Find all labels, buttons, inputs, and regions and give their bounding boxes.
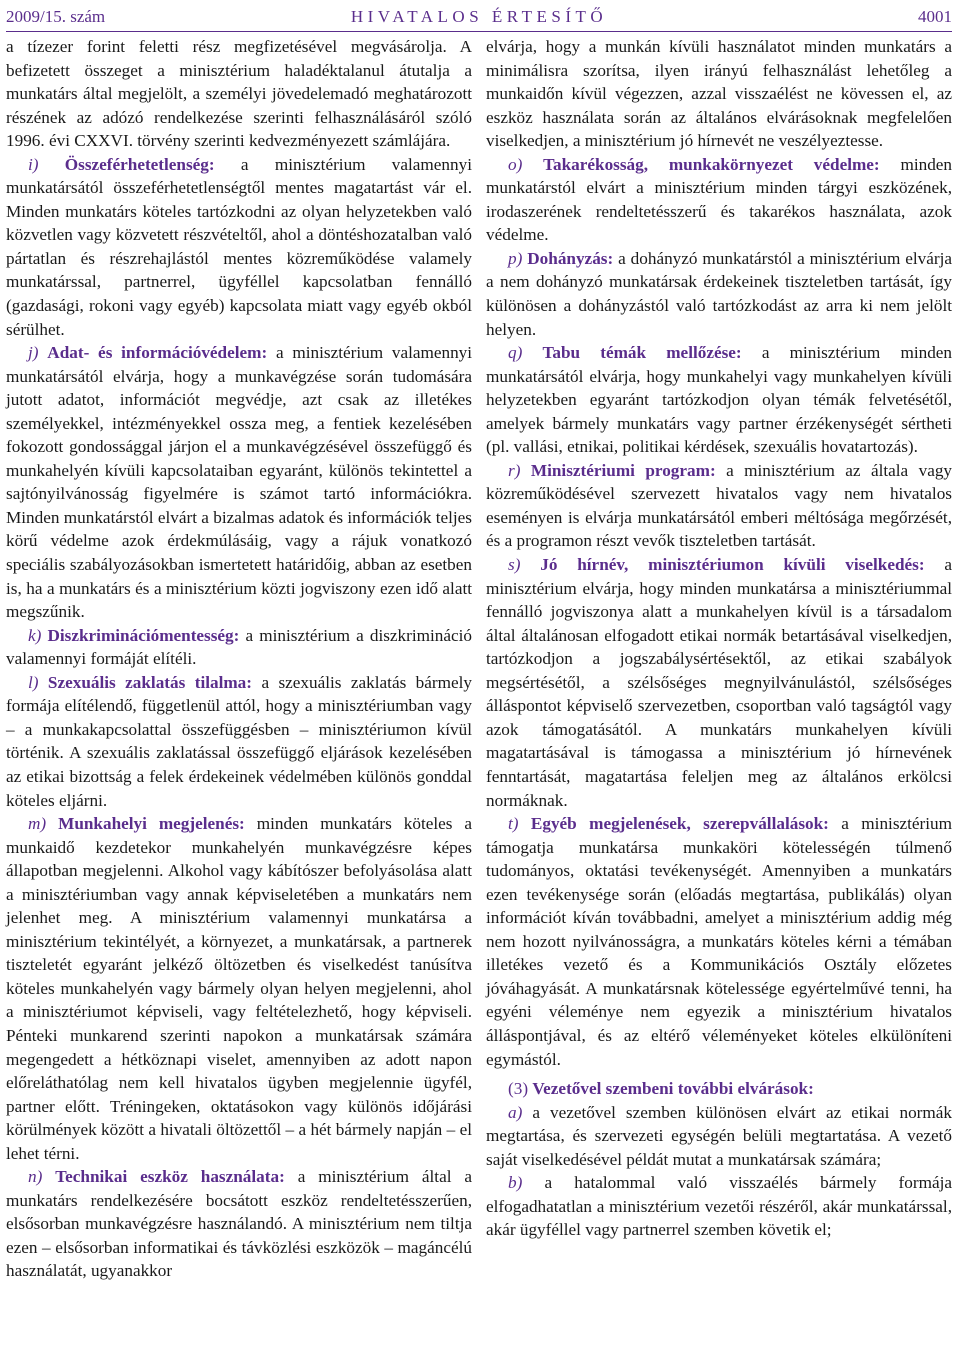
section-r <box>486 459 952 553</box>
item-letter: p) <box>508 248 523 268</box>
item-letter: r) <box>508 460 521 480</box>
item-text: a szexuális zaklatás bármely formája elítélendő, függetlenül attól, hogy a minisztériumban vagy – a munkakapcsolattal összefüggésben – minisztériumon kívül történik. A szexuális zaklatással összefüggő eljárások kezelésében az etikai bizottság a felek érdekeinek védelmében különös gonddal köteles eljárni. <box>6 672 472 810</box>
section-l <box>6 671 472 812</box>
item-text: a minisztérium minden munkatársától elvárja, hogy munkahelyi vagy munkahelyen kívüli helyzetekben egyaránt tartózkodjon olyan témák felvetésétől, amelyek bármely munkatárs vagy partner érzékenységét sértheti (pl. vallási, etnikai, politikai kérdések, szexuális hovatartozás). <box>486 343 953 457</box>
item-text: minden munkatárstól elvárt a minisztérium minden tárgyi eszközének, irodaszerének rendeltetésszerű és takarékos használata, azok védelme. <box>486 154 953 245</box>
item-text: a minisztérium az általa vagy közreműködésével szervezett hivatalos vagy nem hivatalos eseményen is elvárja munkatársától emberi méltósága megőrzését, és a programon részt vevők tiszteletben tartását. <box>486 460 953 551</box>
section-j <box>6 341 472 624</box>
issue-number: 2009/15. szám <box>6 7 106 26</box>
item-title: Tabu témák mellőzése: <box>542 343 742 363</box>
item-title: Minisztériumi program: <box>530 460 716 480</box>
item-title: Egyéb megjelenések, szerepvállalások: <box>530 814 829 834</box>
item-title: Jó hírnév, minisztériumon kívüli viselkedés: <box>540 555 925 575</box>
item-letter: m) <box>28 814 47 834</box>
section-3-a <box>486 1101 952 1172</box>
item-text: a dohányzó munkatárstól a minisztérium elvárja a nem dohányzó munkatársak érdekeinek tiszteletben tartását, így különösen a dohányzástól való tartózkodást az arra ki nem jelölt helyen. <box>486 248 952 339</box>
item-letter: k) <box>28 625 42 645</box>
section-k <box>6 624 472 671</box>
section-n <box>6 1165 472 1283</box>
section-3-b <box>486 1171 952 1242</box>
item-letter: s) <box>508 555 521 575</box>
section-q <box>486 341 952 459</box>
item-letter: t) <box>508 814 519 834</box>
section-o <box>486 153 952 247</box>
item-text: a minisztérium elvárja, hogy minden munkatársa a minisztériummal fennálló jogviszonya alatt a munkahelyen kívül is a társadalom által általánosan elfogadott etikai normák betartásával viselkedjen, tartózkodjon a jogszabálysértésektől, az etikai szabályok megsértésétől, a szélsőséges megnyilvánulástól, szélsőséges álláspontot képviselő szervezetben, csoportban való tagságtól vagy azok támogatásától. A munkatárs munkahelyen kívüli magatartásával is támogassa a minisztérium jó hírnevének fenntartását, magatartása feleljen meg az általános erkölcsi normáknak. <box>486 555 953 810</box>
item-letter: b) <box>508 1173 523 1193</box>
section-title: Vezetővel szembeni további elvárások: <box>532 1079 814 1099</box>
item-title: Szexuális zaklatás tilalma: <box>47 672 253 692</box>
item-text: a vezetővel szemben különösen elvárt az etikai normák megtartása, és szervezeti egységén belüli megtartatása. A vezető saját viselkedésével példát mutat a munkatársak számára; <box>486 1102 952 1169</box>
continued-paragraph: elvárja, hogy a munkán kívüli használatot minden munkatárs a minimálisra szorítsa, ilyen irányú felhasználást lehetőleg a munkaidőn kívül végezzen, azzal visszaélést ne kövessen el, az eszköz használata során az általános elvárásoknak megfelelően viselkedjen, a minisztérium jó hírnevét ne veszélyeztesse. <box>486 37 952 151</box>
page-number: 4001 <box>918 7 952 26</box>
section-number: (3) <box>508 1079 529 1099</box>
item-text: a minisztérium a diszkrimináció valamennyi formáját elítéli. <box>6 625 472 669</box>
page-header <box>6 4 952 30</box>
item-text: a minisztérium támogatja munkatársa munkaköri kötelességén túlmenő tudományos, oktatási tevékenységét. Amennyiben a munkatárs ezen tevékenysége során (előadás megtartása, publikálás) olyan információt kíván továbbadni, amelyet a minisztérium addig még nem hozott nyilvánosságra, a munkatárs köteles kérni a témában illetékes vezető és a Kommunikációs Osztály előzetes jóváhagyását. A munkatársnak kötelessége egyértelművé tenni, ha egyéni véleménye nem egyezik a minisztérium hivatalos álláspontjával, és az eltérő véleményeket köteles elkülöníteni egymástól. <box>486 814 952 1069</box>
item-text: a minisztérium által a munkatárs rendelkezésére bocsátott eszköz rendeltetésszerűen, elsősorban munkavégzésre használandó. A minisztérium nem tiltja ezen – elsősorban informatikai és távközlési eszközök – magáncélú használatát, ugyanakkor <box>6 1167 473 1281</box>
item-title: Takarékosság, munkakörnyezet védelme: <box>543 154 880 174</box>
item-title: Dohányzás: <box>527 248 614 268</box>
item-title: Adat- és információvédelem: <box>47 343 268 363</box>
left-column <box>6 35 472 1283</box>
item-letter: i) <box>28 154 39 174</box>
section-s <box>486 553 952 812</box>
right-column <box>486 35 952 1242</box>
publication-title: HIVATALOS ÉRTESÍTŐ <box>350 7 608 26</box>
item-letter: a) <box>508 1102 523 1122</box>
item-letter: j) <box>28 343 39 363</box>
section-i <box>6 153 472 341</box>
item-letter: o) <box>508 154 523 174</box>
item-text: minden munkatárs köteles a munkaidő kezdetekor munkahelyén munkavégzésre képes állapotban megjelenni. Alkohol vagy kábítószer befolyásolása alatt a minisztériumban vagy annak képviseletében a munkatárs nem jelenhet meg. A minisztérium valamennyi munkatársa a minisztérium tekintélyét, a környezet, a munkatársak, a partnerek tiszteletét egyaránt jelkéző öltözetben és viselkedést tanúsítva köteles munkahelyén vagy bármely olyan helyen megjelenni, ahol a minisztériumot képviseli, vagy feltételezhető, hogy képviseli. Pénteki munkarend szerinti napokon a munkatársak számára megengedett a hétköznapi viselet, amennyiben az adott napon előreláthatólag nem kell hivatalos ügyben megjelennie ügyfél, partner előtt. Tréningeken, oktatásokon vagy különös időjárási körülmények között a hivatali öltözettől – a hét bármely napján – el lehet térni. <box>6 814 473 1163</box>
item-text: a hatalommal való visszaélés bármely formája elfogadhatatlan a minisztérium vezetői részéről, akár munkatárssal, akár ügyféllel vagy partnerrel szemben követik el; <box>486 1173 952 1240</box>
header-rule <box>6 31 952 32</box>
item-title: Technikai eszköz használata: <box>55 1167 285 1187</box>
intro-paragraph: a tízezer forint feletti rész megfizetésével megvásárolja. A befizetett összeget a minisztérium haladéktalanul átutalja a munkatárs által megjelölt, a személyi jövedelemadó meghatározott részének az adózó rendelkezése szerinti felhasználásáról szóló 1996. évi CXXVI. törvény szerinti kedvezményezett számlájára. <box>6 37 472 151</box>
item-letter: n) <box>28 1167 43 1187</box>
item-text: a minisztérium valamennyi munkatársától elvárja, hogy a munkavégzése során tudomására jutott adatot, információt megvédje, azt csak az illetékes személyekkel, intézményekkel ossza meg, a fentiek kezelésében fokozott gondossággal járjon el a munkavégzésével összefüggő és munkahelyén kívüli kapcsolataiban egyaránt, különös tekintettel a sajtónyilvánosság figyelmére is számot tartó információkra. Minden munkatárstól elvárt a bizalmas adatok és információk teljes körű védelme azok érdekmúlásáig, vagy a rájuk vonatkozó speciális szabályozásokban ismertetett határidőig, abban az esetben is, ha a munkatárs és a minisztérium közti jogviszony ezen idő alatt megszűnik. <box>6 343 473 622</box>
section-t <box>486 812 952 1071</box>
item-letter: q) <box>508 343 523 363</box>
item-title: Összeférhetetlenség: <box>64 154 215 174</box>
item-text: a minisztérium valamennyi munkatársától összeférhetetlenségtől mentes magatartást vár el. Minden munkatárs köteles tartózkodni az olyan helyzetekben való közvetlen vagy közvetett részvételtől, ahol a döntéshozatalban való pártatlan és részrehajlástól mentes közreműködése valamely munkatárssal, partnerrel, ügyféllel kapcsolatban fennálló (gazdasági, rokoni vagy egyéb) kapcsolata miatt vagy egyéb okból sérülhet. <box>6 154 472 339</box>
section-p <box>486 247 952 341</box>
section-3-heading <box>486 1077 952 1101</box>
item-title: Munkahelyi megjelenés: <box>58 814 245 834</box>
section-m <box>6 812 472 1165</box>
item-title: Diszkriminációmentesség: <box>47 625 240 645</box>
item-letter: l) <box>28 672 39 692</box>
